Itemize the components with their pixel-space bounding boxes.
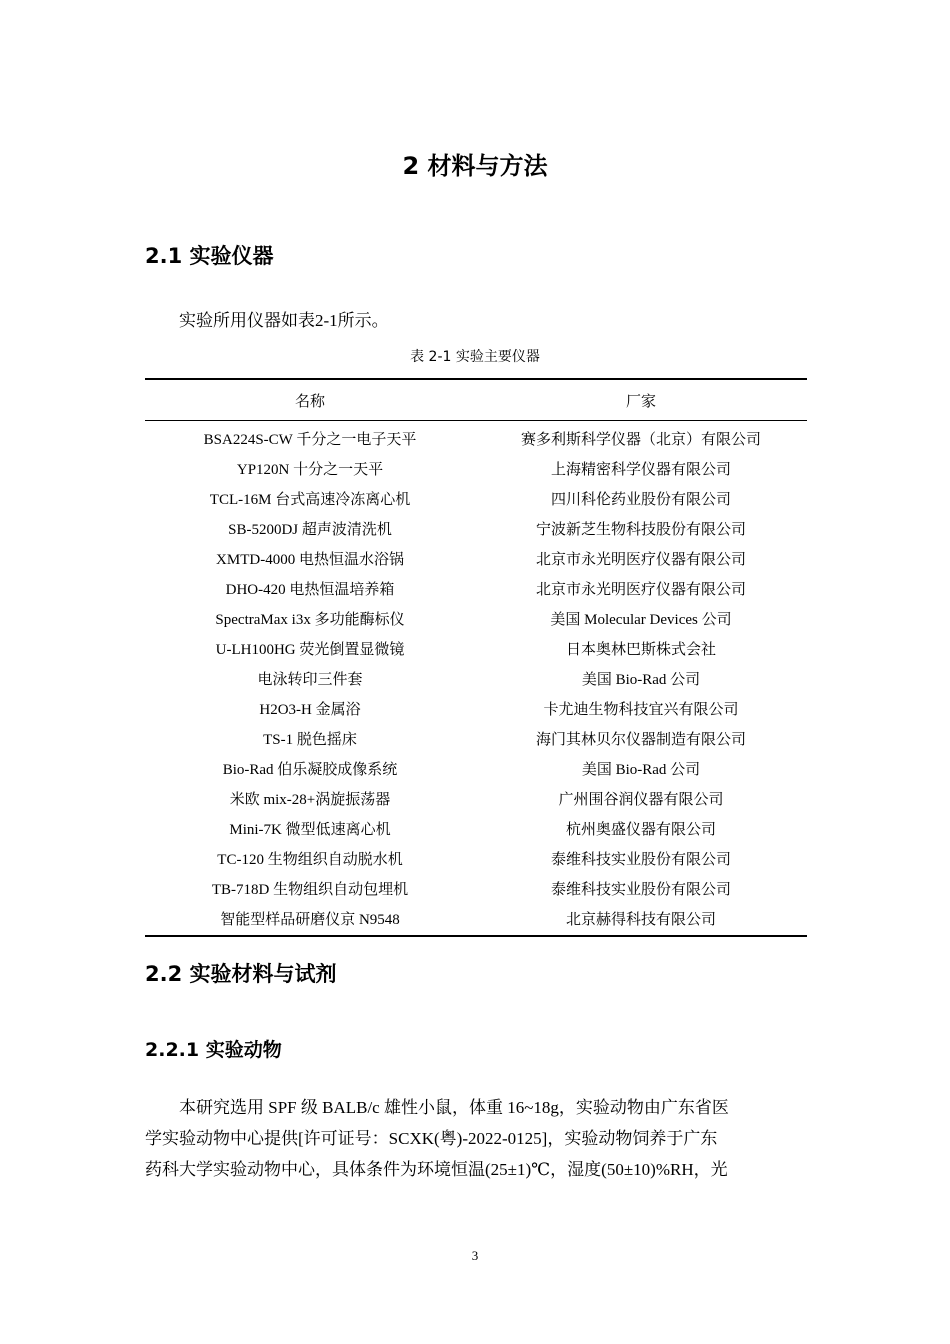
table-row bbox=[145, 723, 807, 753]
table-row bbox=[145, 603, 807, 633]
cell-name: U-LH100HG 荧光倒置显微镜 bbox=[215, 641, 405, 658]
cell-manufacturer: 泰维科技实业股份有限公司 bbox=[550, 851, 731, 868]
cell-name: SpectraMax i3x 多功能酶标仪 bbox=[215, 611, 405, 628]
cell-manufacturer: 日本奥林巴斯株式会社 bbox=[565, 641, 716, 658]
cell-name: TCL-16M 台式高速冷冻离心机 bbox=[209, 491, 411, 508]
instrument-table bbox=[145, 378, 807, 937]
cell-name: H2O3-H 金属浴 bbox=[259, 701, 361, 718]
table-row bbox=[145, 813, 807, 843]
table-row bbox=[145, 873, 807, 903]
table-row bbox=[145, 513, 807, 543]
cell-manufacturer: 广州围谷润仪器有限公司 bbox=[558, 791, 724, 808]
table-row bbox=[145, 783, 807, 813]
table-row bbox=[145, 843, 807, 873]
table-row bbox=[145, 633, 807, 663]
table-row bbox=[145, 483, 807, 513]
cell-manufacturer: 美国 Bio-Rad 公司 bbox=[581, 671, 701, 688]
cell-manufacturer: 北京市永光明医疗仪器有限公司 bbox=[535, 551, 746, 568]
page-number: 3 bbox=[471, 1248, 479, 1263]
cell-manufacturer: 北京市永光明医疗仪器有限公司 bbox=[535, 581, 746, 598]
cell-manufacturer: 北京赫得科技有限公司 bbox=[475, 903, 807, 936]
cell-name: Mini-7K 微型低速离心机 bbox=[229, 821, 391, 838]
cell-name: XMTD-4000 电热恒温水浴锅 bbox=[216, 551, 404, 568]
cell-manufacturer: 海门其林贝尔仪器制造有限公司 bbox=[535, 731, 746, 748]
section-heading-2-2: 2.2 实验材料与试剂 bbox=[145, 962, 337, 986]
cell-name: BSA224S-CW 千分之一电子天平 bbox=[203, 431, 417, 448]
cell-name: TB-718D 生物组织自动包埋机 bbox=[211, 881, 409, 898]
animal-paragraph bbox=[145, 1092, 807, 1185]
table-row bbox=[145, 903, 807, 936]
cell-name: 智能型样品研磨仪京 N9548 bbox=[145, 903, 475, 936]
cell-manufacturer: 赛多利斯科学仪器（北京）有限公司 bbox=[520, 431, 761, 448]
intro-paragraph: 实验所用仪器如表2-1所示。 bbox=[179, 311, 389, 330]
cell-name: Bio-Rad 伯乐凝胶成像系统 bbox=[222, 761, 398, 778]
table-header-row bbox=[145, 379, 807, 421]
table-caption: 表 2-1 实验主要仪器 bbox=[410, 349, 540, 365]
table-row bbox=[145, 421, 807, 454]
table-row bbox=[145, 543, 807, 573]
table-row bbox=[145, 573, 807, 603]
cell-manufacturer: 泰维科技实业股份有限公司 bbox=[550, 881, 731, 898]
cell-manufacturer: 上海精密科学仪器有限公司 bbox=[550, 461, 731, 478]
header-manufacturer: 厂家 bbox=[475, 379, 807, 421]
cell-manufacturer: 卡尤迪生物科技宜兴有限公司 bbox=[543, 701, 739, 718]
cell-manufacturer: 美国 Bio-Rad 公司 bbox=[581, 761, 701, 778]
cell-manufacturer: 杭州奥盛仪器有限公司 bbox=[565, 821, 716, 838]
cell-name: 电泳转印三件套 bbox=[257, 671, 363, 688]
header-name: 名称 bbox=[145, 379, 475, 421]
cell-name: SB-5200DJ 超声波清洗机 bbox=[228, 521, 392, 538]
table-row bbox=[145, 753, 807, 783]
cell-manufacturer: 美国 Molecular Devices 公司 bbox=[550, 611, 732, 628]
chapter-title: 2 材料与方法 bbox=[402, 152, 548, 180]
cell-name: 米欧 mix-28+涡旋振荡器 bbox=[229, 791, 391, 808]
paragraph-line: 学实验动物中心提供[许可证号：SCXK(粤)-2022-0125]，实验动物饲养于广东 bbox=[145, 1129, 718, 1148]
cell-name: DHO-420 电热恒温培养箱 bbox=[225, 581, 395, 598]
cell-manufacturer: 宁波新芝生物科技股份有限公司 bbox=[535, 521, 746, 538]
cell-manufacturer: 四川科伦药业股份有限公司 bbox=[550, 491, 731, 508]
paragraph-line: 本研究选用 SPF 级 BALB/c 雄性小鼠，体重 16~18g，实验动物由广东省医 bbox=[179, 1098, 729, 1117]
cell-name: YP120N 十分之一天平 bbox=[236, 461, 384, 478]
section-heading-2-1: 2.1 实验仪器 bbox=[145, 244, 274, 268]
table-row bbox=[145, 693, 807, 723]
paragraph-line: 药科大学实验动物中心，具体条件为环境恒温(25±1)℃，湿度(50±10)%RH，光 bbox=[145, 1160, 728, 1179]
table-row bbox=[145, 663, 807, 693]
cell-name: TC-120 生物组织自动脱水机 bbox=[217, 851, 403, 868]
section-heading-2-2-1: 2.2.1 实验动物 bbox=[145, 1039, 282, 1061]
cell-name: TS-1 脱色摇床 bbox=[263, 731, 357, 748]
table-row bbox=[145, 453, 807, 483]
